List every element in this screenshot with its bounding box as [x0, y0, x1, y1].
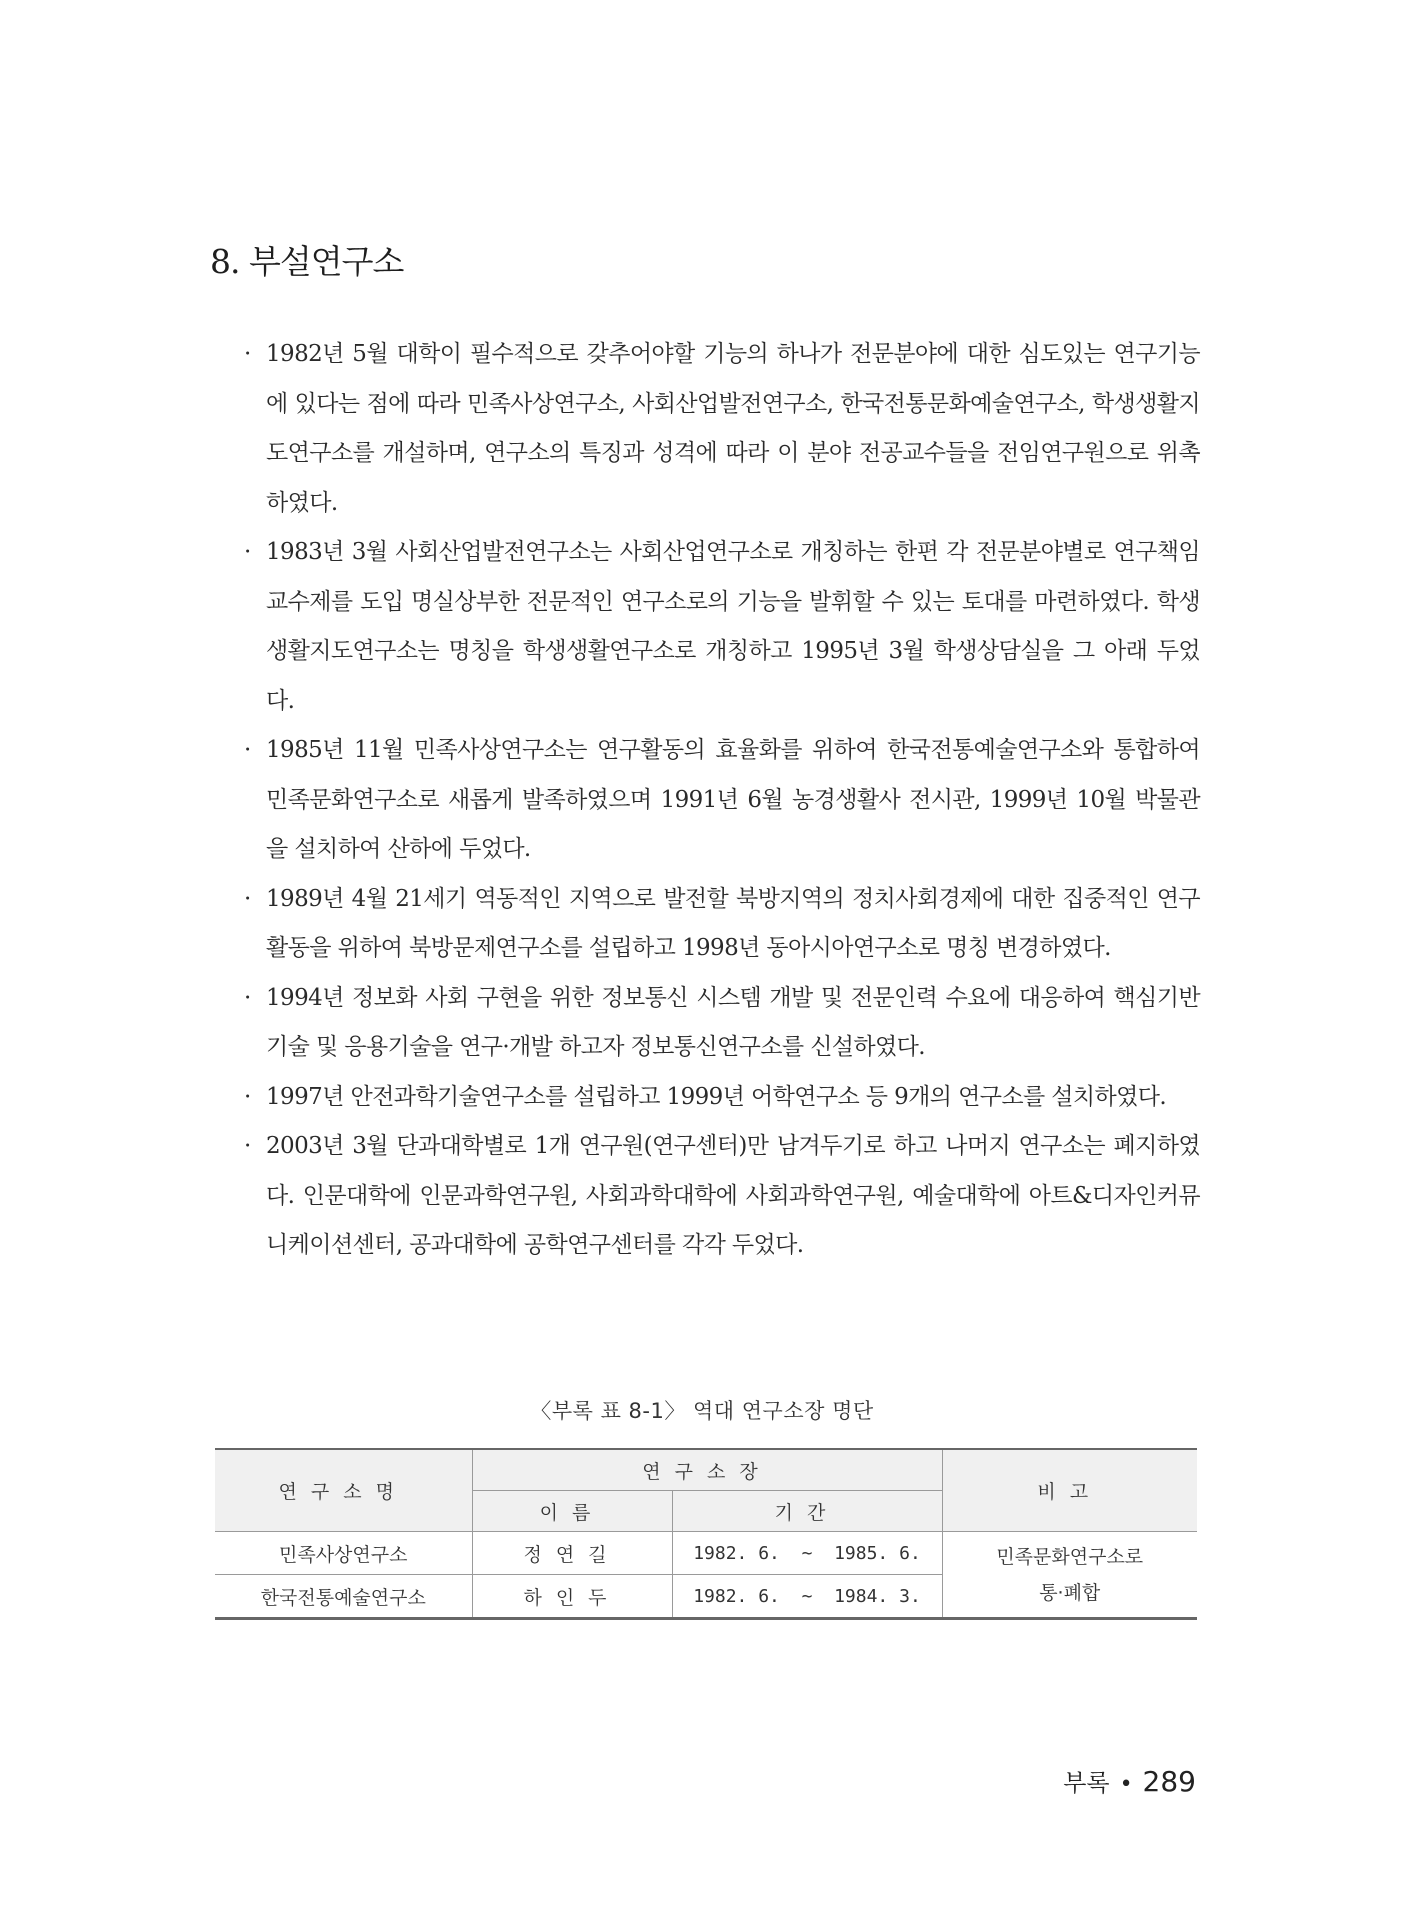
table-caption: 〈부록 표 8-1〉 역대 연구소장 명단: [530, 1399, 874, 1423]
header-institute: 연구소명: [215, 1449, 472, 1532]
bullet-marker: ·: [244, 539, 251, 565]
paragraph-list: [240, 330, 1200, 1271]
cell-period: 1982. 6. ~ 1984. 3.: [672, 1575, 942, 1619]
header-remarks: 비고: [942, 1449, 1197, 1532]
paragraph: [240, 528, 1200, 726]
cell-remarks: [942, 1532, 1197, 1619]
table-row: [215, 1532, 1197, 1575]
paragraph-text: 2003년 3월 단과대학별로 1개 연구원(연구센터)만 남겨두기로 하고 나머지 연구소는 폐지하였다. 인문대학에 인문과학연구원, 사회과학대학에 사회과학연구원, 예술대학에 아트&디자인커뮤니케이션센터, 공과대학에 공학연구센터를 각각 두었다.: [266, 1133, 1200, 1258]
paragraph: [240, 875, 1200, 974]
page-number: 289: [1142, 1765, 1196, 1798]
bullet-marker: ·: [244, 1083, 251, 1110]
paragraph: [240, 974, 1200, 1073]
director-roster-table: [215, 1448, 1197, 1620]
bullet-marker: ·: [244, 984, 251, 1011]
paragraph-text: 1985년 11월 민족사상연구소는 연구활동의 효율화를 위하여 한국전통예술연구소와 통합하여 민족문화연구소로 새롭게 발족하였으며 1991년 6월 농경생활사 전시관, 1999년 10월 박물관을 설치하여 산하에 두었다.: [266, 737, 1200, 862]
paragraph: [240, 1122, 1200, 1271]
paragraph: [240, 726, 1200, 875]
remarks-line: 민족문화연구소로: [996, 1545, 1144, 1568]
paragraph-text: 1994년 정보화 사회 구현을 위한 정보통신 시스템 개발 및 전문인력 수요에 대응하여 핵심기반 기술 및 응용기술을 연구·개발 하고자 정보통신연구소를 신설하였다.: [266, 984, 1200, 1060]
paragraph-text: 1983년 3월 사회산업발전연구소는 사회산업연구소로 개칭하는 한편 각 전문분야별로 연구책임교수제를 도입 명실상부한 전문적인 연구소로의 기능을 발휘할 수 있는 토대를 마련하였다. 학생생활지도연구소는 명칭을 학생생활연구소로 개칭하고 1995년 3월 학생상담실을 그 아래 두었다.: [266, 539, 1200, 714]
header-director: 연구소장: [472, 1449, 942, 1491]
bullet-marker: ·: [244, 341, 251, 367]
cell-name: 하인두: [472, 1575, 672, 1619]
page-footer: [1063, 1763, 1196, 1798]
remarks-line: 통·폐합: [1039, 1581, 1101, 1604]
bullet-marker: ·: [244, 885, 251, 912]
paragraph: [240, 1073, 1200, 1123]
header-period: 기간: [672, 1491, 942, 1532]
cell-name: 정연길: [472, 1532, 672, 1575]
footer-label: 부록: [1063, 1769, 1110, 1797]
header-name: 이름: [472, 1491, 672, 1532]
bullet-marker: ·: [244, 737, 251, 763]
paragraph-text: 1997년 안전과학기술연구소를 설립하고 1999년 어학연구소 등 9개의 연구소를 설치하였다.: [266, 1083, 1167, 1110]
cell-institute: 민족사상연구소: [215, 1532, 472, 1575]
paragraph: [240, 330, 1200, 528]
footer-separator: •: [1119, 1772, 1133, 1797]
cell-institute: 한국전통예술연구소: [215, 1575, 472, 1619]
paragraph-text: 1982년 5월 대학이 필수적으로 갖추어야할 기능의 하나가 전문분야에 대한 심도있는 연구기능에 있다는 점에 따라 민족사상연구소, 사회산업발전연구소, 한국전통문화예술연구소, 학생생활지도연구소를 개설하며, 연구소의 특징과 성격에 따라 이 분야 전공교수들을 전임연구원으로 위촉하였다.: [266, 341, 1200, 516]
table-header-row: [215, 1449, 1197, 1491]
section-title: 8. 부설연구소: [210, 242, 404, 281]
paragraph-text: 1989년 4월 21세기 역동적인 지역으로 발전할 북방지역의 정치사회경제에 대한 집중적인 연구활동을 위하여 북방문제연구소를 설립하고 1998년 동아시아연구소로 명칭 변경하였다.: [266, 885, 1200, 961]
cell-period: 1982. 6. ~ 1985. 6.: [672, 1532, 942, 1575]
bullet-marker: ·: [244, 1133, 251, 1159]
